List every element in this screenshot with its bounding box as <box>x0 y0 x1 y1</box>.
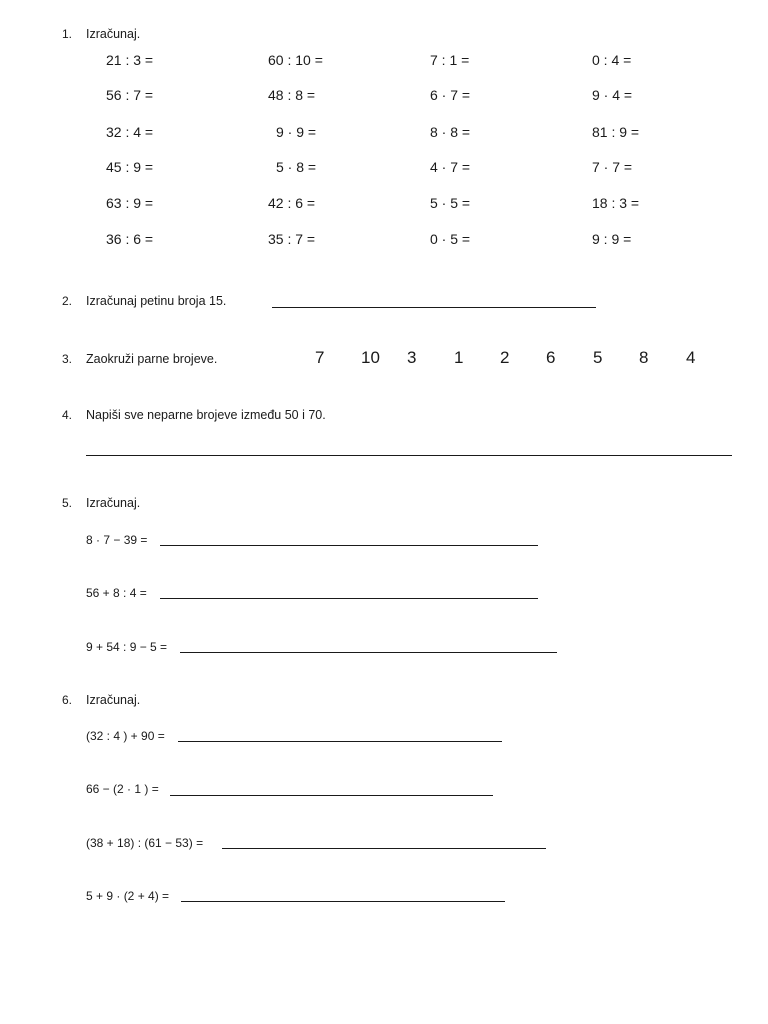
task1-cell: 7 : 1 = <box>430 52 470 68</box>
task6-expression: (32 : 4 ) + 90 = <box>86 729 165 743</box>
parity-number[interactable]: 1 <box>454 348 464 367</box>
task1-cell: 9 · 9 = <box>276 124 317 140</box>
task1-cell: 32 : 4 = <box>106 124 154 140</box>
task1-cell: 48 : 8 = <box>268 87 316 103</box>
task2-answer-line[interactable] <box>272 307 596 308</box>
task2-number: 2. <box>62 294 73 308</box>
task1-cell: 81 : 9 = <box>592 124 640 140</box>
task3-number: 3. <box>62 352 73 366</box>
task1-cell: 21 : 3 = <box>106 52 154 68</box>
task5-answer-line[interactable] <box>160 545 538 546</box>
task5-number: 5. <box>62 496 73 510</box>
task5-answer-line[interactable] <box>160 598 538 599</box>
task6-answer-line[interactable] <box>178 741 502 742</box>
task1-title: Izračunaj. <box>86 27 141 41</box>
parity-number[interactable]: 10 <box>361 348 380 367</box>
parity-number[interactable]: 5 <box>593 348 603 367</box>
parity-number[interactable]: 7 <box>315 348 325 367</box>
task5-expression: 8 · 7 − 39 = <box>86 533 148 547</box>
task1-cell: 60 : 10 = <box>268 52 323 68</box>
task1-cell: 0 : 4 = <box>592 52 632 68</box>
task3-text: Zaokruži parne brojeve. <box>86 352 218 366</box>
task1-cell: 36 : 6 = <box>106 231 154 247</box>
task6-expression: (38 + 18) : (61 − 53) = <box>86 836 204 850</box>
task1-cell: 6 · 7 = <box>430 87 471 103</box>
task2-text: Izračunaj petinu broja 15. <box>86 294 227 308</box>
task6-expression: 66 − (2 · 1 ) = <box>86 782 159 796</box>
parity-number[interactable]: 4 <box>686 348 696 367</box>
task5-expression: 9 + 54 : 9 − 5 = <box>86 640 168 654</box>
task4-answer-line[interactable] <box>86 455 732 456</box>
task1-cell: 9 · 4 = <box>592 87 633 103</box>
task6-expression: 5 + 9 · (2 + 4) = <box>86 889 170 903</box>
parity-number[interactable]: 8 <box>639 348 649 367</box>
parity-number[interactable]: 2 <box>500 348 510 367</box>
task5-title: Izračunaj. <box>86 496 141 510</box>
task1-cell: 45 : 9 = <box>106 159 154 175</box>
task6-answer-line[interactable] <box>170 795 493 796</box>
task6-answer-line[interactable] <box>222 848 546 849</box>
task6-title: Izračunaj. <box>86 693 141 707</box>
task1-cell: 5 · 8 = <box>276 159 317 175</box>
task4-text: Napiši sve neparne brojeve između 50 i 70. <box>86 408 326 422</box>
task1-cell: 7 · 7 = <box>592 159 633 175</box>
task1-cell: 18 : 3 = <box>592 195 640 211</box>
task1-cell: 56 : 7 = <box>106 87 154 103</box>
task1-cell: 9 : 9 = <box>592 231 632 247</box>
task1-cell: 35 : 7 = <box>268 231 316 247</box>
parity-number[interactable]: 6 <box>546 348 556 367</box>
task1-cell: 0 · 5 = <box>430 231 471 247</box>
task1-cell: 5 · 5 = <box>430 195 471 211</box>
task1-cell: 63 : 9 = <box>106 195 154 211</box>
task1-number: 1. <box>62 27 73 41</box>
task6-number: 6. <box>62 693 73 707</box>
task1-cell: 42 : 6 = <box>268 195 316 211</box>
task6-answer-line[interactable] <box>181 901 505 902</box>
task5-answer-line[interactable] <box>180 652 557 653</box>
task5-expression: 56 + 8 : 4 = <box>86 586 147 600</box>
task1-cell: 8 · 8 = <box>430 124 471 140</box>
task1-cell: 4 · 7 = <box>430 159 471 175</box>
parity-number[interactable]: 3 <box>407 348 417 367</box>
task4-number: 4. <box>62 408 73 422</box>
